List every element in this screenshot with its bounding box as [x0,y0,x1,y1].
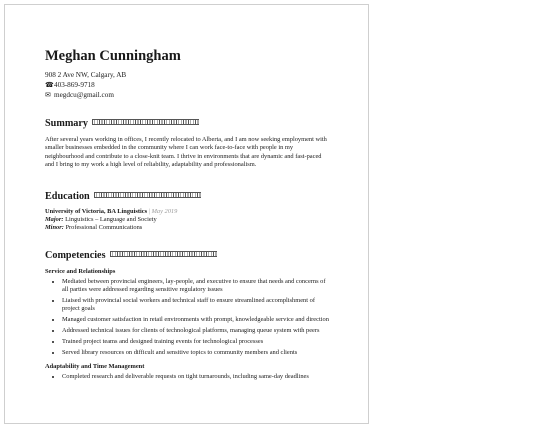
competency-group-title: Service and Relationships [45,267,116,275]
separator: | [148,207,150,215]
email-address[interactable]: megdcu@gmail.com [54,91,114,99]
heading-rule [110,251,217,257]
competency-group-title: Adaptability and Time Management [45,362,145,370]
heading-rule [94,192,201,198]
major-line [45,216,330,224]
list-item: • Addressed technical issues for clients of technological platforms, managing queue system with peers [62,327,330,335]
major-label: Major: [45,216,64,224]
address: 908 2 Ave NW, Calgary, AB [45,71,127,79]
resume-content [45,47,330,384]
resume-page [4,4,369,424]
phone-number[interactable]: 403-869-9718 [54,81,95,89]
competencies-title: Competencies [45,249,106,261]
candidate-name: Meghan Cunningham [45,48,181,64]
contact-block [45,70,330,100]
list-item: • Managed customer satisfaction in retail environments with prompt, knowledgeable service and direction [62,316,330,324]
phone-icon: ☎ [45,81,54,89]
degree-line [45,208,330,216]
graduation-date: May 2019 [151,207,178,215]
education-heading [45,190,330,203]
list-item: • Trained project teams and designed training events for technological processes [62,338,330,346]
major-value: Linguistics – Language and Society [65,216,157,224]
minor-value: Professional Communications [65,224,143,232]
summary-heading [45,117,330,130]
list-item: • Liaised with provincial social workers and technical staff to ensure streamlined accomplishment of project goals [62,297,330,313]
summary-title: Summary [45,118,89,129]
degree-title: University of Victoria, BA Linguistics [45,207,148,215]
phone-line [45,80,330,90]
competencies-heading [45,249,330,262]
minor-label: Minor: [45,224,64,232]
minor-line [45,224,330,232]
heading-rule [92,119,199,125]
list-item: • Served library resources on difficult and sensitive topics to community members and clients [62,349,330,357]
competency-list [45,373,330,381]
summary-text: After several years working in offices, I recently relocated to Alberta, and I am now seeking employment with smaller businesses embedded in the community where I can work face-to-face with people in my neighbourhood and contribute to a close-knit team. I thrive in environments that are dynamic and fast-paced and I bring to my work a high level of reliability, adaptability and professionalism. [45,136,327,169]
competency-list [45,278,330,357]
list-item: • Mediated between provincial engineers, lay-people, and executive to ensure that needs and concerns of all parties were addressed regarding sensitive regulatory issues [62,278,330,294]
envelope-icon: ✉ [45,91,52,99]
list-item: • Completed research and deliverable requests on tight turnarounds, including same-day deadlines [62,373,330,381]
education-title: Education [45,190,90,202]
email-line [45,90,330,100]
